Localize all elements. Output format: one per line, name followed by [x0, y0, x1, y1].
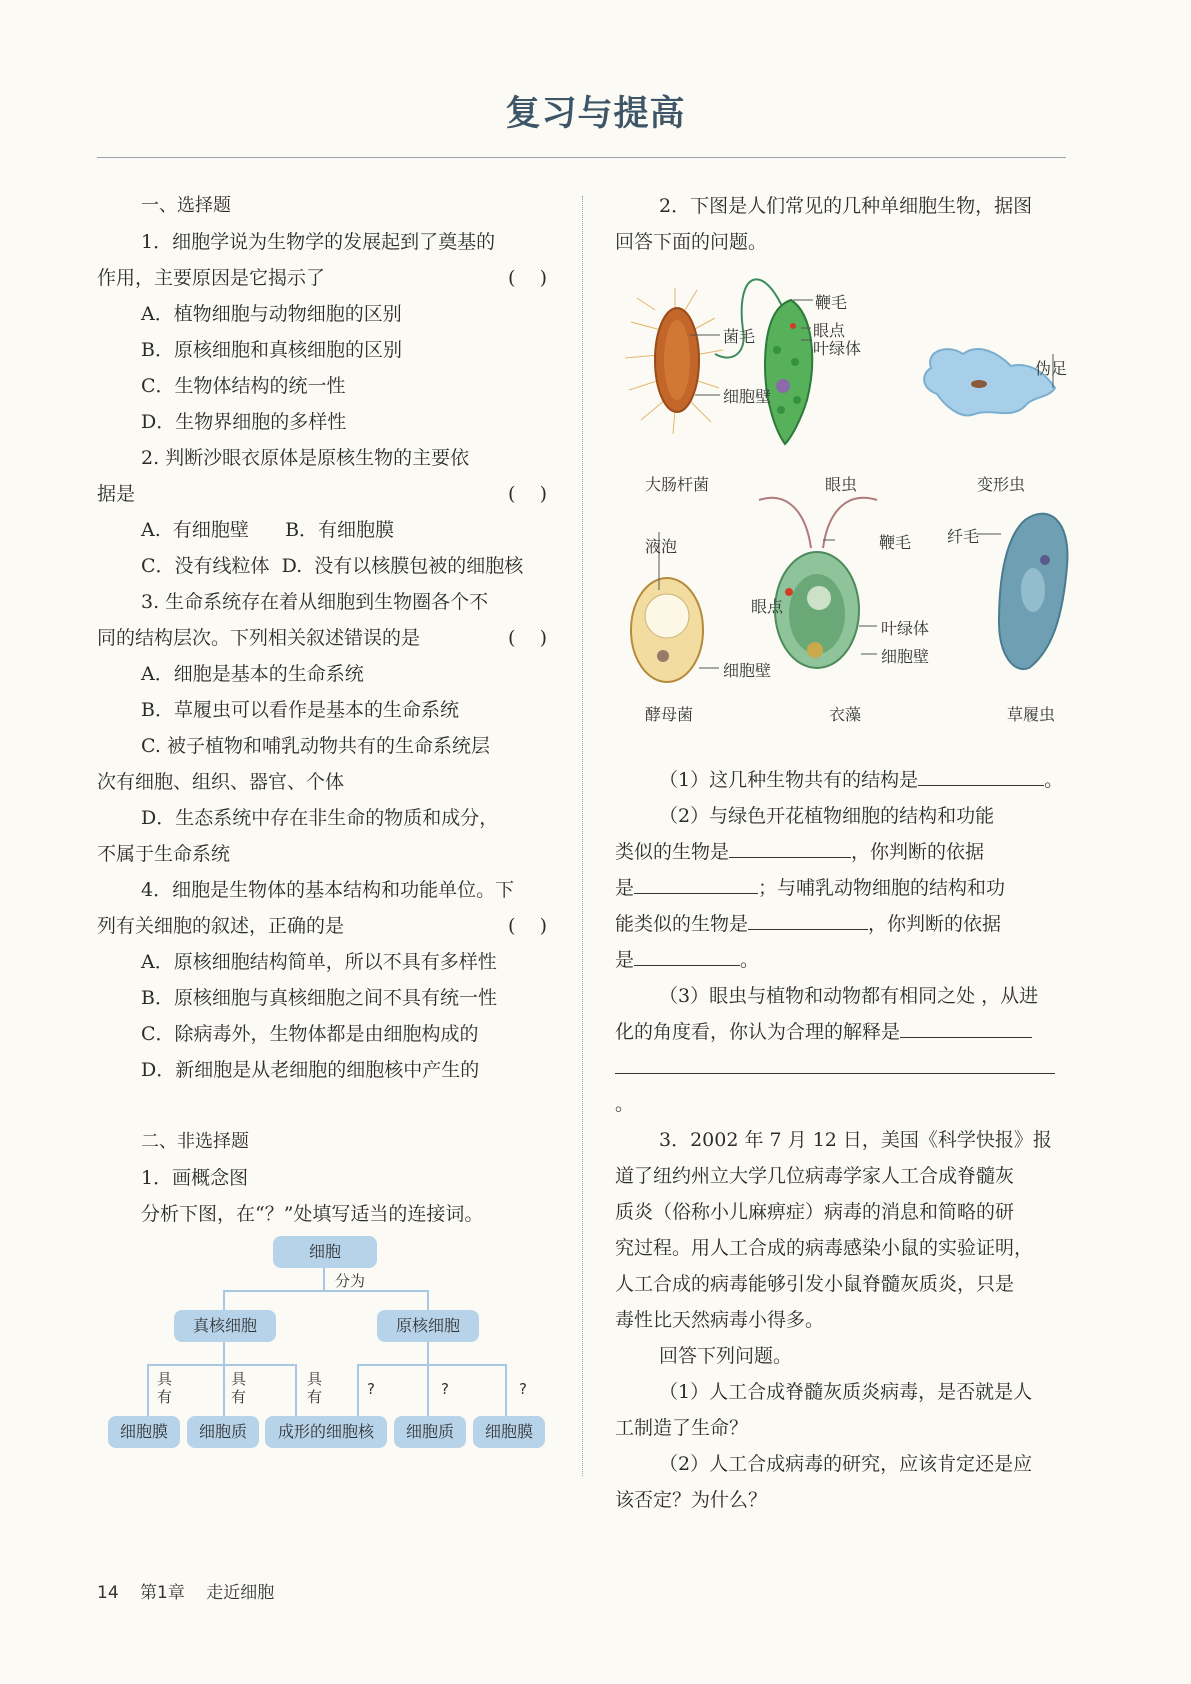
q2-stem-line2-row	[97, 476, 549, 512]
q3-sub2-line1: （2）人工合成病毒的研究，应该肯定还是应	[659, 1453, 1033, 1475]
edge-pro-leaf1	[357, 1364, 359, 1416]
link-has-2: 具有	[231, 1370, 247, 1406]
q1-stem-line1: 1．细胞学说为生物学的发展起到了奠基的	[141, 231, 496, 253]
edge-to-eukaryote	[223, 1290, 225, 1310]
q3-text-line2: 道了纽约州立大学几位病毒学家人工合成脊髓灰	[615, 1165, 1015, 1187]
p2-line2-b: ，你判断的依据	[851, 841, 985, 863]
q3-text-line6: 毒性比天然病毒小得多。	[615, 1309, 825, 1331]
node-eukaryotic-cell: 真核细胞	[174, 1310, 276, 1342]
p2-line4-b: ，你判断的依据	[868, 913, 1002, 935]
q3-text-line3: 质炎（俗称小儿麻痹症）病毒的消息和简略的研	[615, 1201, 1015, 1223]
section-nonchoice-heading: 二、非选择题	[141, 1131, 249, 1152]
edge-euk-split	[147, 1364, 295, 1366]
paramecium-image	[999, 514, 1067, 669]
link-has-1: 具有	[157, 1370, 173, 1406]
label-pseudopod: 伪足	[1035, 359, 1068, 378]
p1-text: （1）这几种生物共有的结构是	[659, 769, 919, 791]
label-chloroplast-1: 叶绿体	[813, 339, 862, 358]
q4-stem-line1: 4．细胞是生物体的基本结构和功能单位。下	[141, 879, 515, 901]
edge-pro-split	[357, 1364, 507, 1366]
q3-option-d-line1[interactable]: D．生态系统中存在非生命的物质和成分，	[141, 807, 499, 829]
q1-stem-line2: 作用，主要原因是它揭示了	[97, 267, 326, 289]
q3-ask: 回答下列问题。	[659, 1345, 793, 1367]
q1-option-d[interactable]: D．生物界细胞的多样性	[141, 411, 347, 433]
p3-blank-1[interactable]	[900, 1015, 1032, 1038]
ecoli-image	[625, 288, 723, 434]
left-column	[97, 188, 549, 1232]
edge-euk-leaf3	[295, 1364, 297, 1416]
p2-blank-2[interactable]	[634, 871, 758, 894]
q4-option-a[interactable]: A．原核细胞结构简单，所以不具有多样性	[141, 951, 497, 973]
q2-options-cd[interactable]: C．没有线粒体 D. 没有以核膜包被的细胞核	[141, 555, 524, 577]
p2-line2	[615, 834, 1067, 870]
p2-line3	[615, 870, 1067, 906]
q3-stem-line1: 3. 生命系统存在着从细胞到生物圈各个不	[141, 591, 489, 613]
q1-option-b[interactable]: B．原核细胞和真核细胞的区别	[141, 339, 402, 361]
euglena-image	[715, 279, 812, 444]
q3-text-line5: 人工合成的病毒能够引发小鼠脊髓灰质炎，只是	[615, 1273, 1015, 1295]
p2-line2-a: 类似的生物是	[615, 841, 730, 863]
right-column	[615, 188, 1067, 260]
p3-line2-text: 化的角度看，你认为合理的解释是	[615, 1021, 901, 1043]
p2-blank-4[interactable]	[634, 943, 740, 966]
q2-stem-line1: 2. 判断沙眼衣原体是原核生物的主要依	[141, 447, 470, 469]
q1-answer-bracket[interactable]: ( )	[508, 267, 547, 289]
yeast-image	[631, 578, 703, 682]
label-amoeba: 变形虫	[977, 475, 1026, 494]
q1-option-c[interactable]: C．生物体结构的统一性	[141, 375, 346, 397]
q4-option-d[interactable]: D．新细胞是从老细胞的细胞核中产生的	[141, 1059, 480, 1081]
section-choice-heading: 一、选择题	[141, 195, 231, 216]
q4-option-c[interactable]: C．除病毒外，生物体都是由细胞构成的	[141, 1023, 479, 1045]
q2-answer-bracket[interactable]: ( )	[508, 483, 547, 505]
link-has-3: 具有	[307, 1370, 323, 1406]
label-cilia: 纤毛	[947, 527, 980, 546]
q3-sub1-line1: （1）人工合成脊髓灰质炎病毒，是否就是人	[659, 1381, 1033, 1403]
p1-line	[615, 762, 1067, 798]
p2-line3-a: 是	[615, 877, 635, 899]
label-yeast: 酵母菌	[645, 705, 694, 724]
edge-euk-leaf2	[223, 1364, 225, 1416]
page-footer	[97, 1578, 290, 1603]
leaf-cytoplasm-2: 细胞质	[394, 1416, 466, 1448]
leaf-nucleus: 成形的细胞核	[265, 1416, 387, 1448]
p2-line5-b: 。	[740, 949, 760, 971]
q3-stem-line2: 同的结构层次。下列相关叙述错误的是	[97, 627, 421, 649]
label-eyespot-1: 眼点	[813, 321, 846, 340]
q3-option-b[interactable]: B．草履虫可以看作是基本的生命系统	[141, 699, 459, 721]
organism-figure	[615, 270, 1077, 730]
q2-right-stem-line1: 2．下图是人们常见的几种单细胞生物，据图	[659, 195, 1033, 217]
chlamydomonas-image	[759, 498, 877, 668]
link-unknown-3[interactable]: ?	[519, 1380, 527, 1398]
label-euglena: 眼虫	[825, 475, 858, 494]
q3-option-c-line2[interactable]: 次有细胞、组织、器官、个体	[97, 771, 345, 793]
nq1-instruction: 分析下图，在“？”处填写适当的连接词。	[141, 1203, 484, 1225]
edge-pro-down	[427, 1342, 429, 1364]
link-unknown-1[interactable]: ?	[367, 1380, 375, 1398]
q3-option-d-line2[interactable]: 不属于生命系统	[97, 843, 231, 865]
p1-blank[interactable]	[918, 763, 1044, 786]
chapter-label: 第1章	[140, 1583, 185, 1603]
q1-stem-line2-row	[97, 260, 549, 296]
q3-stem-line2-row	[97, 620, 549, 656]
q4-option-b[interactable]: B．原核细胞与真核细胞之间不具有统一性	[141, 987, 497, 1009]
label-yeast-wall: 细胞壁	[723, 661, 772, 680]
nq1-title: 1．画概念图	[141, 1167, 249, 1189]
chapter-title: 走近细胞	[206, 1583, 275, 1603]
leaf-cytoplasm-1: 细胞质	[187, 1416, 259, 1448]
label-vacuole: 液泡	[645, 537, 678, 556]
p2-line3-b: ；与哺乳动物细胞的结构和功	[758, 877, 1006, 899]
page-number: 14	[97, 1583, 119, 1603]
p2-line4-a: 能类似的生物是	[615, 913, 749, 935]
q4-stem-line2: 列有关细胞的叙述，正确的是	[97, 915, 345, 937]
label-pili: 菌毛	[723, 327, 756, 346]
node-prokaryotic-cell: 原核细胞	[377, 1310, 479, 1342]
q3-sub2-line2: 该否定？为什么？	[615, 1489, 768, 1511]
edge-to-prokaryote	[427, 1290, 429, 1310]
concept-map	[97, 1236, 557, 1476]
edge-root-down	[323, 1268, 325, 1290]
label-flagellum-2: 鞭毛	[879, 533, 912, 552]
p3-line3	[615, 1050, 1067, 1122]
p2-line5	[615, 942, 1067, 978]
q3-text-line4: 究过程。用人工合成的病毒感染小鼠的实验证明，	[615, 1237, 1034, 1259]
label-chlamy-wall: 细胞壁	[881, 647, 930, 666]
q2-options-ab[interactable]: A. 有细胞壁 B．有细胞膜	[141, 519, 395, 541]
link-unknown-2[interactable]: ?	[441, 1380, 449, 1398]
q2-stem-line2: 据是	[97, 483, 136, 505]
label-ecoli: 大肠杆菌	[645, 475, 710, 494]
q4-answer-bracket[interactable]: ( )	[508, 915, 547, 937]
p2-line4	[615, 906, 1067, 942]
label-ecoli-wall: 细胞壁	[723, 387, 772, 406]
p2-blank-3[interactable]	[748, 907, 868, 930]
title-rule	[97, 157, 1066, 158]
column-divider	[582, 196, 583, 1476]
q3-text-line1: 3．2002 年 7 月 12 日，美国《科学快报》报	[659, 1129, 1052, 1151]
p2-blank-1[interactable]	[729, 835, 851, 858]
p2-line1: （2）与绿色开花植物细胞的结构和功能	[659, 805, 995, 827]
leaf-cell-membrane-2: 细胞膜	[473, 1416, 545, 1448]
page-title: 复习与提高	[505, 94, 686, 134]
edge-pro-leaf2	[427, 1364, 429, 1416]
edge-euk-leaf1	[147, 1364, 149, 1416]
label-chlamydomonas: 衣藻	[829, 705, 862, 724]
p3-blank-2[interactable]	[615, 1051, 1055, 1074]
label-chloroplast-2: 叶绿体	[881, 619, 930, 638]
q3-option-c-line1[interactable]: C. 被子植物和哺乳动物共有的生命系统层	[141, 735, 490, 757]
q1-option-a[interactable]: A．植物细胞与动物细胞的区别	[141, 303, 402, 325]
q3-answer-bracket[interactable]: ( )	[508, 627, 547, 649]
p3-line1: （3）眼虫与植物和动物都有相同之处 ，从进	[659, 985, 1039, 1007]
p1-end: 。	[1044, 769, 1064, 791]
q2-right-stem-line2: 回答下面的问题。	[615, 231, 768, 253]
q4-stem-line2-row	[97, 908, 549, 944]
leaf-cell-membrane-1: 细胞膜	[108, 1416, 180, 1448]
p3-line2	[615, 1014, 1067, 1050]
q3-sub1-line2: 工制造了生命？	[615, 1417, 749, 1439]
edge-euk-down	[223, 1342, 225, 1364]
label-flagellum-1: 鞭毛	[815, 293, 848, 312]
edge-root-split	[223, 1290, 429, 1292]
label-paramecium: 草履虫	[1007, 705, 1056, 724]
label-eyespot-2: 眼点	[751, 597, 784, 616]
link-divides-into: 分为	[335, 1272, 366, 1290]
p3-end: 。	[615, 1093, 635, 1115]
node-cell: 细胞	[273, 1236, 377, 1268]
edge-pro-leaf3	[505, 1364, 507, 1416]
right-column-lower	[615, 762, 1067, 1518]
p2-line5-a: 是	[615, 949, 635, 971]
q3-option-a[interactable]: A．细胞是基本的生命系统	[141, 663, 364, 685]
